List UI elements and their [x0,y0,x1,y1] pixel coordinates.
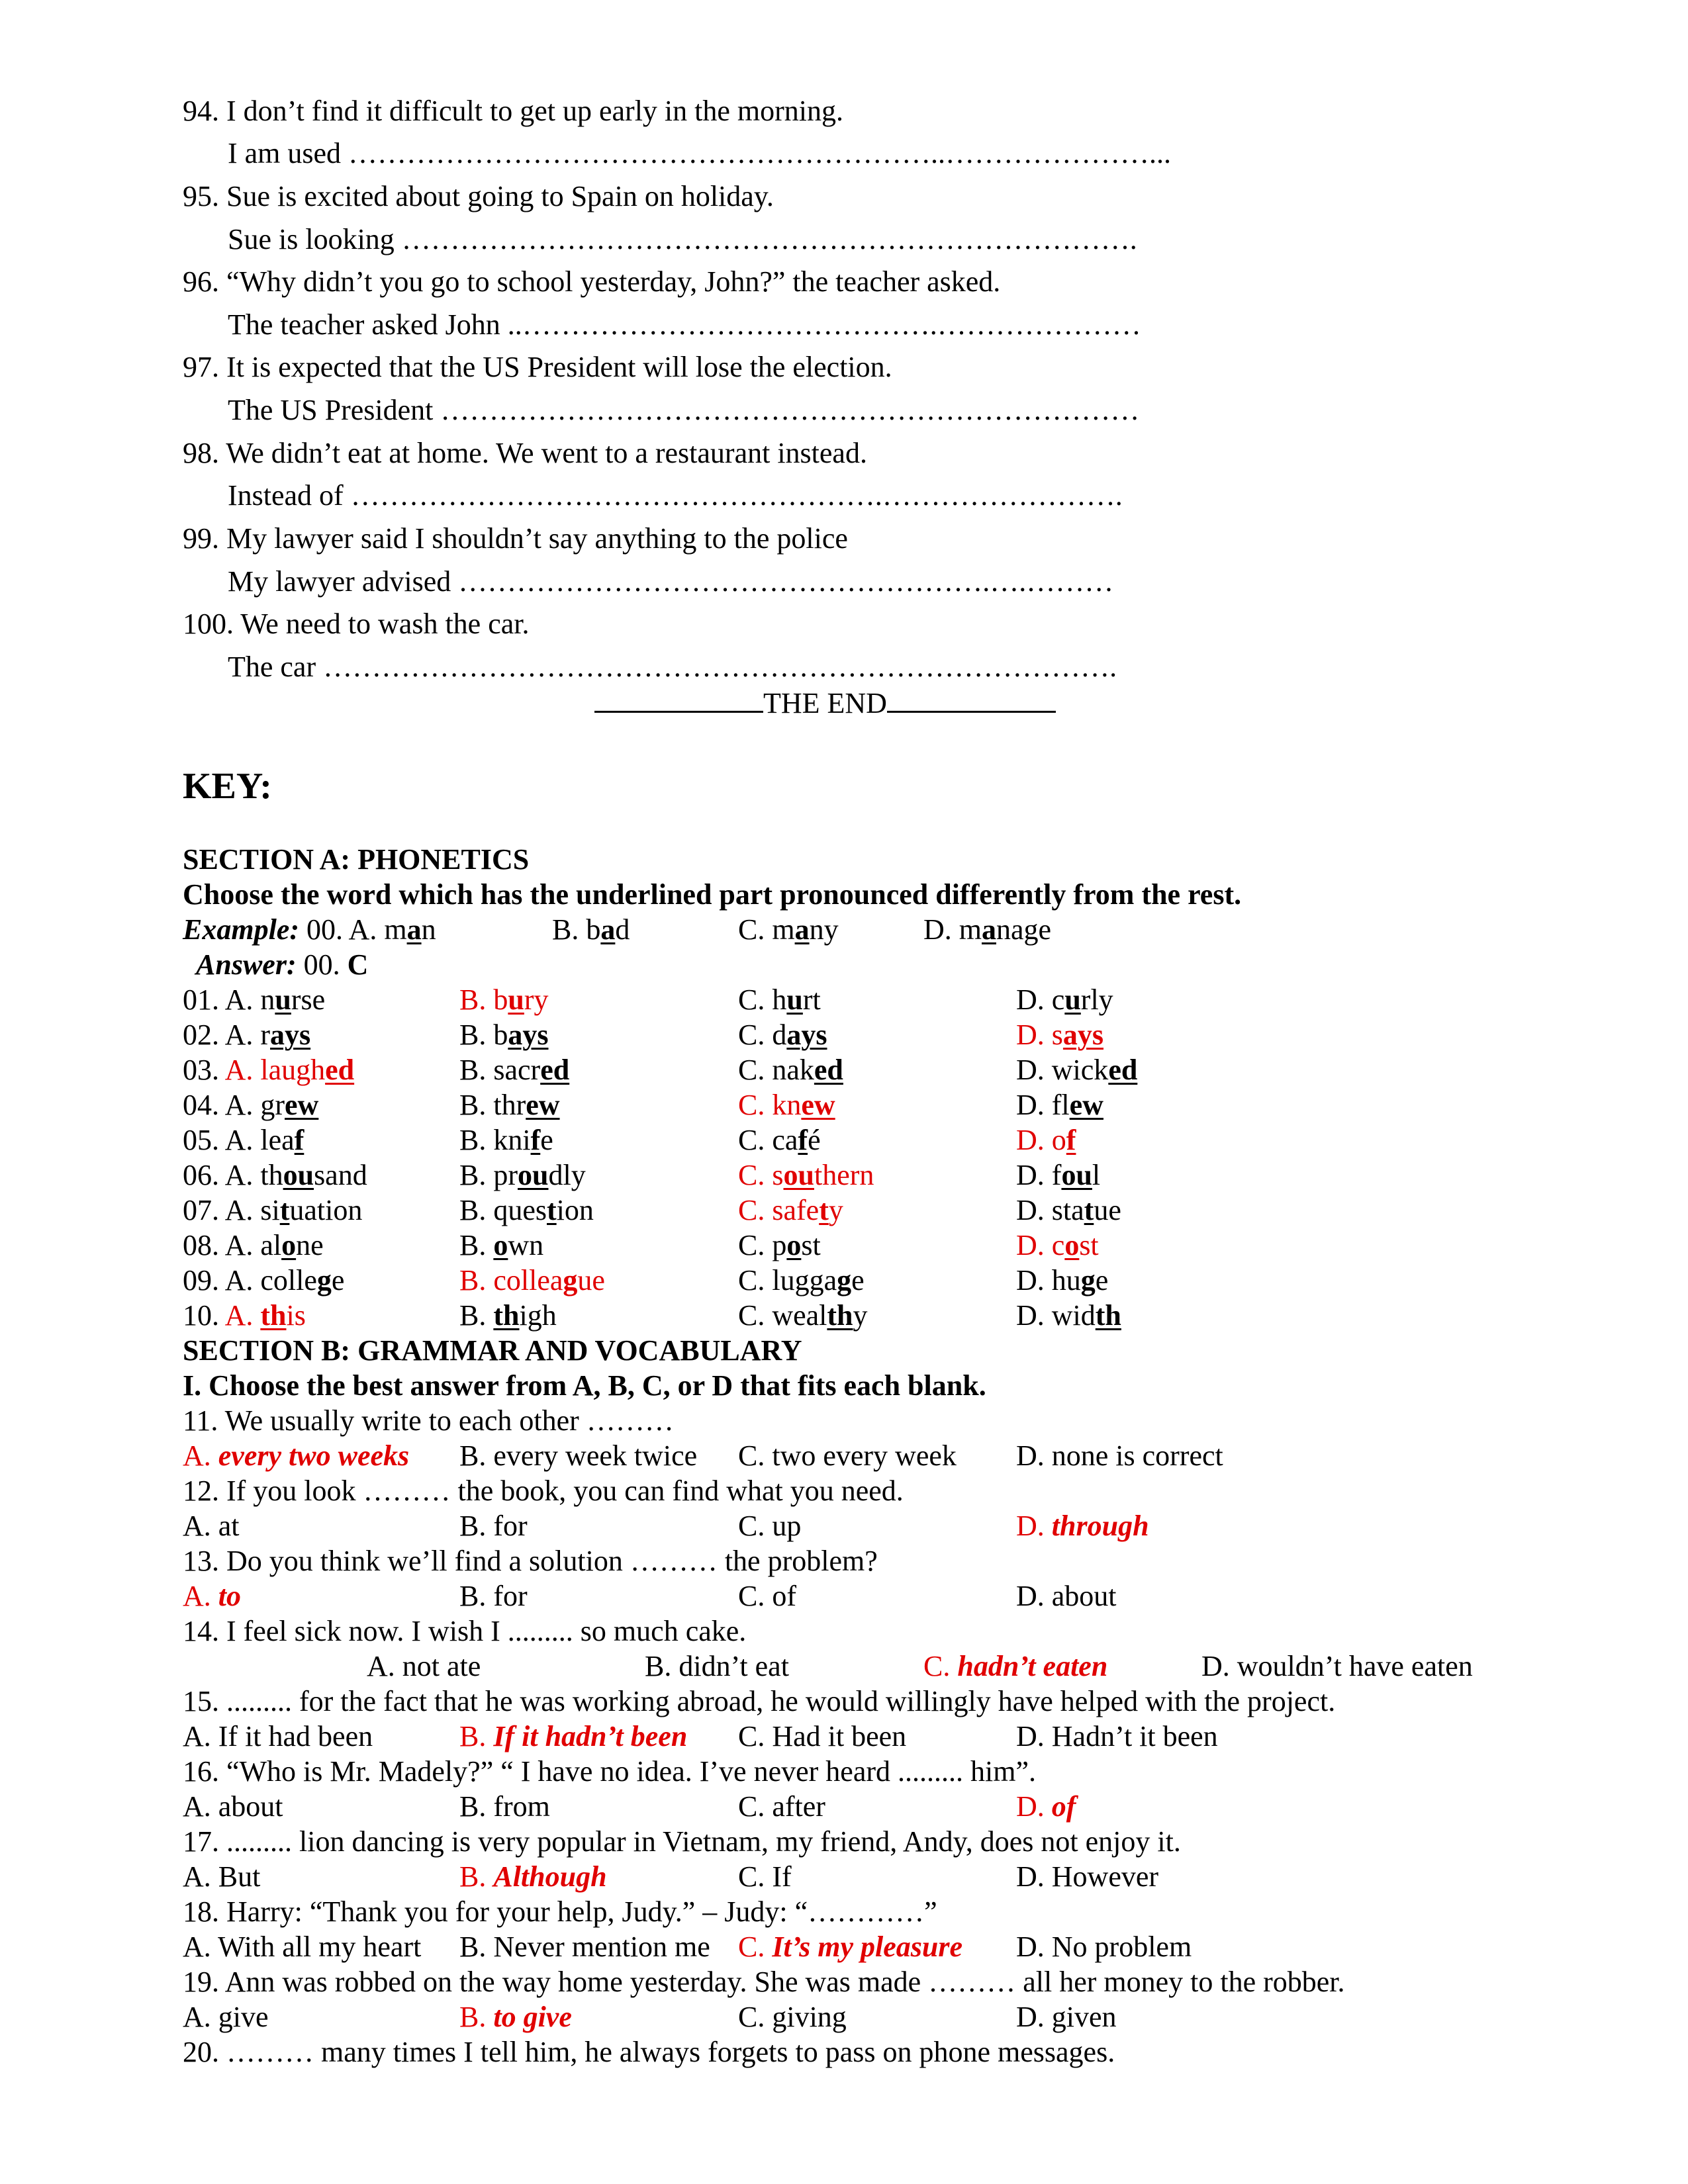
option-a: 08. A. alone [183,1229,324,1261]
example-d: D. manage [923,913,1052,946]
option-a: A. at [183,1510,240,1542]
question-text: 98. We didn’t eat at home. We went to a restaurant instead. [183,437,867,469]
option-a: A. But [183,1860,261,1893]
option-c: C. up [738,1510,802,1542]
option-d-correct: D. of [1016,1124,1076,1156]
option-d: D. However [1016,1860,1159,1893]
end-rule-right [887,688,1056,713]
option-a: A. about [183,1790,283,1823]
option-b: B. own [459,1229,544,1261]
option-a: 05. A. leaf [183,1124,305,1156]
option-c: C. luggage [738,1264,865,1297]
option-b: B. question [459,1194,594,1226]
option-a: 02. A. rays [183,1019,311,1051]
option-d: D. given [1016,2001,1117,2033]
option-b: B. bays [459,1019,549,1051]
option-c: C. post [738,1229,821,1261]
option-d: D. about [1016,1580,1117,1612]
question-text: 11. We usually write to each other ……… [183,1404,674,1437]
answer-text: I am used ……………………………………………………..…………………... [228,137,1172,169]
option-d: D. curly [1016,983,1113,1016]
option-b-correct: B. Although [459,1860,607,1893]
option-d-correct: D. cost [1016,1229,1099,1261]
option-c: C. after [738,1790,825,1823]
option-b-correct: B. colleague [459,1264,605,1297]
option-a-correct: 03. A. laughed [183,1054,355,1086]
option-a: 06. A. thousand [183,1159,367,1191]
option-b: B. didn’t eat [645,1650,789,1682]
answer-text: Sue is looking …………………………………………………………………. [228,223,1137,255]
option-d: D. huge [1016,1264,1109,1297]
answer-text: The teacher asked John ..…………………………………….………………… [228,308,1141,341]
question-text: 20. ……… many times I tell him, he always forgets to pass on phone messages. [183,2036,1115,2068]
option-d: D. width [1016,1299,1121,1332]
question-text: 99. My lawyer said I shouldn’t say anything to the police [183,522,848,555]
option-c-correct: C. knew [738,1089,835,1121]
option-c: C. of [738,1580,796,1612]
option-a: 01. A. nurse [183,983,326,1016]
question-text: 17. ......... lion dancing is very popular in Vietnam, my friend, Andy, does not enjoy it. [183,1825,1181,1858]
option-c: C. naked [738,1054,843,1086]
option-d: D. none is correct [1016,1439,1223,1472]
section-title: SECTION A: PHONETICS [183,843,530,876]
option-d-correct: D. of [1016,1790,1076,1823]
question-text: 100. We need to wash the car. [183,608,530,640]
option-b: B. threw [459,1089,560,1121]
option-b: B. proudly [459,1159,586,1191]
option-d: D. foul [1016,1159,1101,1191]
option-d: D. wouldn’t have eaten [1201,1650,1473,1682]
question-text: 19. Ann was robbed on the way home yesterday. She was made ……… all her money to the robber. [183,1966,1345,1998]
option-d: D. No problem [1016,1931,1192,1963]
option-c: C. two every week [738,1439,957,1472]
answer-text: The US President ……………………………………………………………… [228,394,1140,426]
section-title: SECTION B: GRAMMAR AND VOCABULARY [183,1334,802,1367]
question-text: 18. Harry: “Thank you for your help, Judy.” – Judy: “…………” [183,1895,937,1928]
question-text: 13. Do you think we’ll find a solution ……… the problem? [183,1545,878,1577]
option-b-correct: B. If it hadn’t been [459,1720,688,1752]
option-d: D. Hadn’t it been [1016,1720,1218,1752]
option-b: B. from [459,1790,550,1823]
option-b: B. Never mention me [459,1931,710,1963]
end-rule-left [594,688,763,713]
option-b-correct: B. bury [459,983,549,1016]
option-a-correct: A. every two weeks [183,1439,410,1472]
option-a: A. not ate [367,1650,481,1682]
question-text: 97. It is expected that the US President will lose the election. [183,351,892,383]
question-text: 15. ......... for the fact that he was working abroad, he would willingly have helped with the project. [183,1685,1336,1717]
option-a: 07. A. situation [183,1194,363,1226]
option-a: 04. A. grew [183,1089,319,1121]
option-a: A. With all my heart [183,1931,422,1963]
the-end-text: THE END [763,687,887,719]
option-b-correct: B. to give [459,2001,572,2033]
option-d-correct: D. through [1016,1510,1149,1542]
example-b: B. bad [552,913,630,946]
option-d: D. statue [1016,1194,1121,1226]
answer-text: The car ………………………………………………………………………. [228,651,1117,683]
option-c: C. giving [738,2001,847,2033]
option-c-correct: C. hadn’t eaten [923,1650,1108,1682]
the-end [594,688,1056,718]
option-c-correct: C. southern [738,1159,874,1191]
option-a: A. If it had been [183,1720,373,1752]
instruction-text: I. Choose the best answer from A, B, C, or D that fits each blank. [183,1369,986,1402]
example-a: Example: 00. A. man [183,913,436,946]
option-a: A. give [183,2001,269,2033]
option-b: B. for [459,1580,528,1612]
option-c: C. wealthy [738,1299,868,1332]
example-label: Example: [183,913,299,946]
answer-text: Instead of ……………………………………………….……………………. [228,479,1123,512]
answer-text: My lawyer advised ……………………………………………….….……… [228,565,1114,598]
question-text: 14. I feel sick now. I wish I ......... so much cake. [183,1615,747,1647]
option-c: C. days [738,1019,827,1051]
option-c-correct: C. safety [738,1194,843,1226]
key-title: KEY: [183,766,272,807]
option-c-correct: C. It’s my pleasure [738,1931,962,1963]
option-c: C. café [738,1124,821,1156]
option-d: D. wicked [1016,1054,1138,1086]
question-text: 16. “Who is Mr. Madely?” “ I have no idea. I’ve never heard ......... him”. [183,1755,1036,1788]
question-text: 96. “Why didn’t you go to school yesterday, John?” the teacher asked. [183,265,1001,298]
option-c: C. hurt [738,983,821,1016]
option-a: 09. A. college [183,1264,345,1297]
option-b: B. thigh [459,1299,557,1332]
option-c: C. Had it been [738,1720,907,1752]
option-b: B. every week twice [459,1439,698,1472]
question-text: 12. If you look ……… the book, you can find what you need. [183,1475,904,1507]
question-text: 95. Sue is excited about going to Spain on holiday. [183,180,774,212]
option-c: C. If [738,1860,792,1893]
example-c: C. many [738,913,839,946]
example-answer-text: Answer: 00. C [196,948,369,981]
option-a-correct: A. to [183,1580,242,1612]
option-d: D. flew [1016,1089,1103,1121]
option-d-correct: D. says [1016,1019,1104,1051]
question-text: 94. I don’t find it difficult to get up early in the morning. [183,95,843,127]
option-b: B. sacred [459,1054,570,1086]
option-b: B. knife [459,1124,553,1156]
option-a-correct: 10. A. this [183,1299,306,1332]
instruction-text: Choose the word which has the underlined part pronounced differently from the rest. [183,878,1242,911]
option-b: B. for [459,1510,528,1542]
